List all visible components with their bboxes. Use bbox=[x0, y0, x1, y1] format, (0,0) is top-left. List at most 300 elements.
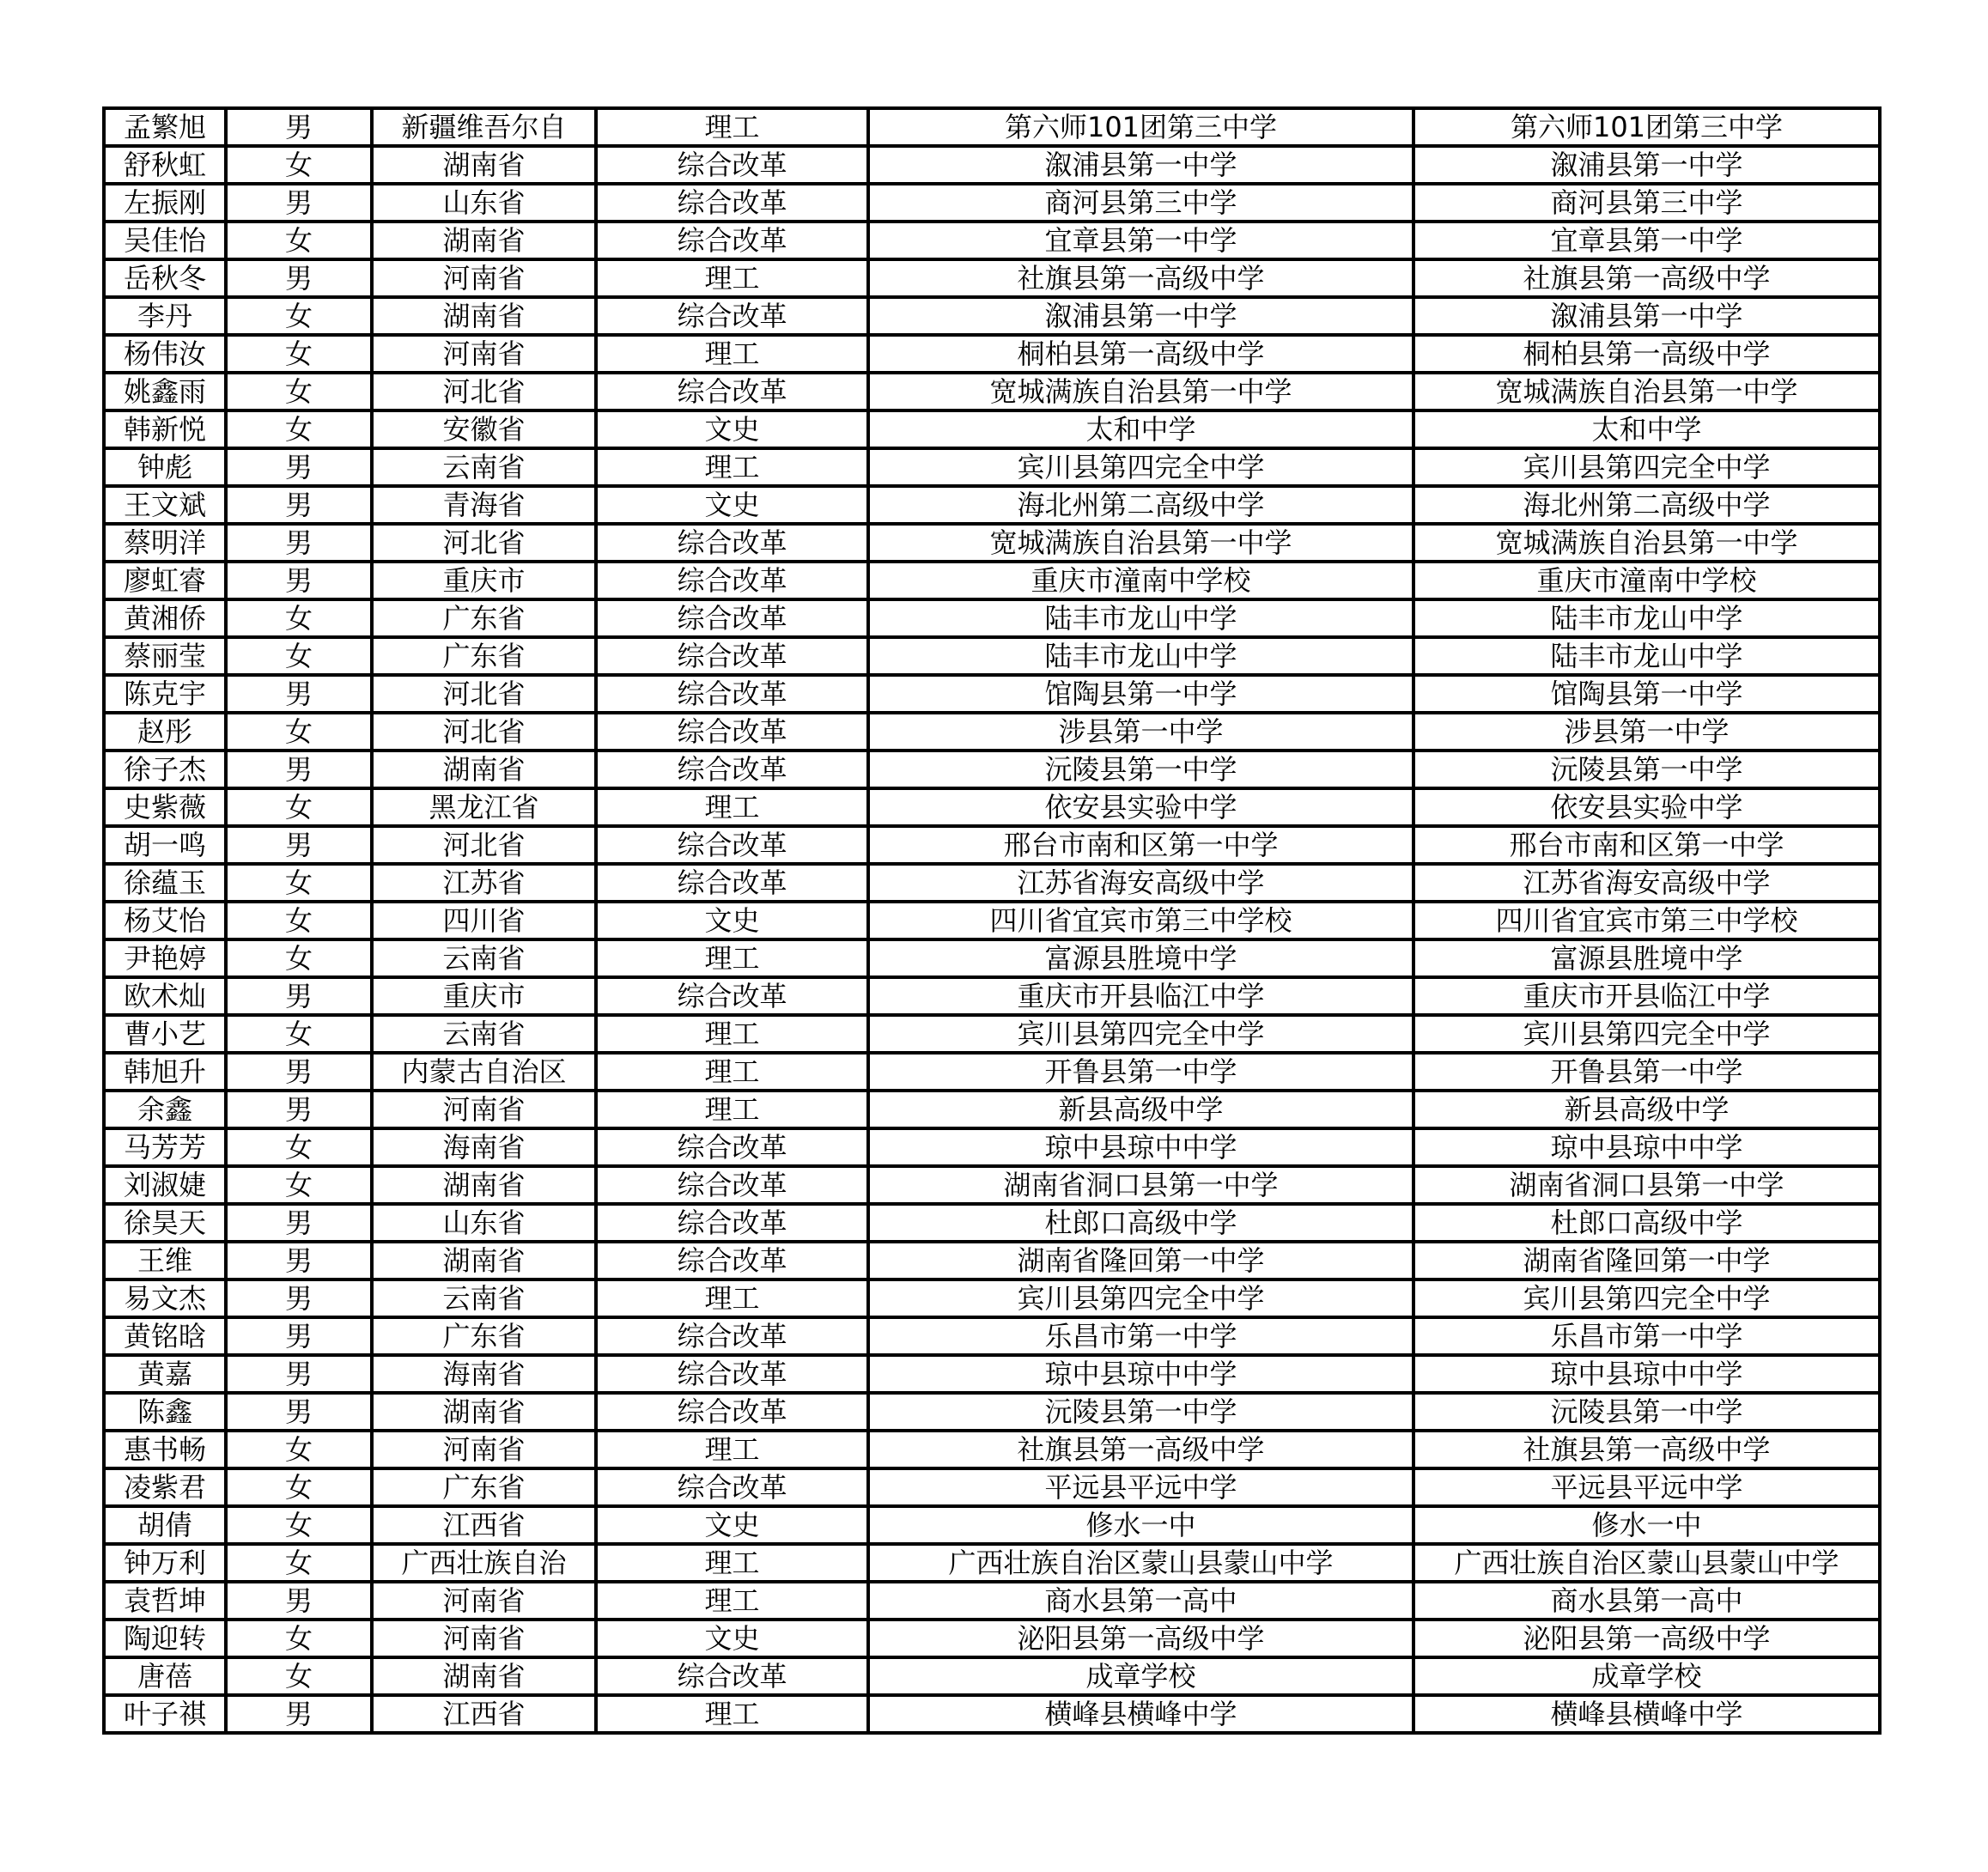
table-row bbox=[104, 864, 1880, 902]
gender-cell: 男 bbox=[226, 1317, 372, 1355]
registered-school-cell: 陆丰市龙山中学 bbox=[1413, 637, 1880, 675]
gender-cell: 女 bbox=[226, 902, 372, 939]
graduated-school-cell: 平远县平远中学 bbox=[868, 1468, 1413, 1506]
province-cell: 湖南省 bbox=[372, 297, 596, 335]
table-row bbox=[104, 1166, 1880, 1204]
student-name-cell: 赵彤 bbox=[104, 713, 226, 751]
subject-category-cell: 综合改革 bbox=[596, 1468, 868, 1506]
student-name-cell: 易文杰 bbox=[104, 1279, 226, 1317]
province-cell: 山东省 bbox=[372, 1204, 596, 1242]
student-name-cell: 黄嘉 bbox=[104, 1355, 226, 1393]
graduated-school-cell: 乐昌市第一中学 bbox=[868, 1317, 1413, 1355]
roster-table bbox=[102, 106, 1882, 1735]
registered-school-cell: 杜郎口高级中学 bbox=[1413, 1204, 1880, 1242]
province-cell: 云南省 bbox=[372, 1015, 596, 1053]
subject-category-cell: 综合改革 bbox=[596, 977, 868, 1015]
gender-cell: 男 bbox=[226, 184, 372, 222]
province-cell: 湖南省 bbox=[372, 1166, 596, 1204]
student-name-cell: 陈鑫 bbox=[104, 1393, 226, 1431]
subject-category-cell: 综合改革 bbox=[596, 222, 868, 259]
province-cell: 河北省 bbox=[372, 524, 596, 562]
table-row bbox=[104, 826, 1880, 864]
graduated-school-cell: 湖南省隆回第一中学 bbox=[868, 1242, 1413, 1279]
table-row bbox=[104, 1468, 1880, 1506]
student-name-cell: 徐昊天 bbox=[104, 1204, 226, 1242]
registered-school-cell: 重庆市开县临江中学 bbox=[1413, 977, 1880, 1015]
registered-school-cell: 泌阳县第一高级中学 bbox=[1413, 1620, 1880, 1657]
gender-cell: 男 bbox=[226, 1695, 372, 1733]
subject-category-cell: 综合改革 bbox=[596, 1317, 868, 1355]
subject-category-cell: 理工 bbox=[596, 259, 868, 297]
graduated-school-cell: 宾川县第四完全中学 bbox=[868, 1015, 1413, 1053]
province-cell: 河南省 bbox=[372, 1582, 596, 1620]
student-name-cell: 王维 bbox=[104, 1242, 226, 1279]
gender-cell: 女 bbox=[226, 637, 372, 675]
subject-category-cell: 文史 bbox=[596, 410, 868, 448]
province-cell: 河北省 bbox=[372, 826, 596, 864]
gender-cell: 女 bbox=[226, 599, 372, 637]
graduated-school-cell: 沅陵县第一中学 bbox=[868, 751, 1413, 788]
student-name-cell: 袁哲坤 bbox=[104, 1582, 226, 1620]
registered-school-cell: 宾川县第四完全中学 bbox=[1413, 1015, 1880, 1053]
registered-school-cell: 宽城满族自治县第一中学 bbox=[1413, 524, 1880, 562]
graduated-school-cell: 横峰县横峰中学 bbox=[868, 1695, 1413, 1733]
student-name-cell: 左振刚 bbox=[104, 184, 226, 222]
graduated-school-cell: 四川省宜宾市第三中学校 bbox=[868, 902, 1413, 939]
subject-category-cell: 综合改革 bbox=[596, 1393, 868, 1431]
table-row bbox=[104, 410, 1880, 448]
student-name-cell: 马芳芳 bbox=[104, 1128, 226, 1166]
gender-cell: 男 bbox=[226, 108, 372, 146]
registered-school-cell: 依安县实验中学 bbox=[1413, 788, 1880, 826]
province-cell: 江苏省 bbox=[372, 864, 596, 902]
gender-cell: 女 bbox=[226, 410, 372, 448]
gender-cell: 女 bbox=[226, 1128, 372, 1166]
registered-school-cell: 湖南省洞口县第一中学 bbox=[1413, 1166, 1880, 1204]
table-row bbox=[104, 1053, 1880, 1091]
registered-school-cell: 湖南省隆回第一中学 bbox=[1413, 1242, 1880, 1279]
subject-category-cell: 综合改革 bbox=[596, 826, 868, 864]
province-cell: 河北省 bbox=[372, 713, 596, 751]
gender-cell: 女 bbox=[226, 373, 372, 410]
table-row bbox=[104, 373, 1880, 410]
graduated-school-cell: 宽城满族自治县第一中学 bbox=[868, 524, 1413, 562]
graduated-school-cell: 富源县胜境中学 bbox=[868, 939, 1413, 977]
registered-school-cell: 溆浦县第一中学 bbox=[1413, 146, 1880, 184]
registered-school-cell: 琼中县琼中中学 bbox=[1413, 1128, 1880, 1166]
graduated-school-cell: 广西壮族自治区蒙山县蒙山中学 bbox=[868, 1544, 1413, 1582]
subject-category-cell: 理工 bbox=[596, 108, 868, 146]
subject-category-cell: 文史 bbox=[596, 486, 868, 524]
graduated-school-cell: 重庆市开县临江中学 bbox=[868, 977, 1413, 1015]
registered-school-cell: 沅陵县第一中学 bbox=[1413, 751, 1880, 788]
graduated-school-cell: 陆丰市龙山中学 bbox=[868, 599, 1413, 637]
student-name-cell: 凌紫君 bbox=[104, 1468, 226, 1506]
province-cell: 云南省 bbox=[372, 1279, 596, 1317]
table-row bbox=[104, 1544, 1880, 1582]
student-name-cell: 钟万利 bbox=[104, 1544, 226, 1582]
gender-cell: 女 bbox=[226, 864, 372, 902]
table-row bbox=[104, 486, 1880, 524]
student-name-cell: 王文斌 bbox=[104, 486, 226, 524]
registered-school-cell: 新县高级中学 bbox=[1413, 1091, 1880, 1128]
subject-category-cell: 理工 bbox=[596, 1279, 868, 1317]
subject-category-cell: 综合改革 bbox=[596, 373, 868, 410]
table-row bbox=[104, 1204, 1880, 1242]
province-cell: 四川省 bbox=[372, 902, 596, 939]
student-name-cell: 叶子祺 bbox=[104, 1695, 226, 1733]
registered-school-cell: 成章学校 bbox=[1413, 1657, 1880, 1695]
subject-category-cell: 理工 bbox=[596, 335, 868, 373]
gender-cell: 男 bbox=[226, 1091, 372, 1128]
registered-school-cell: 商河县第三中学 bbox=[1413, 184, 1880, 222]
table-row bbox=[104, 222, 1880, 259]
graduated-school-cell: 依安县实验中学 bbox=[868, 788, 1413, 826]
subject-category-cell: 综合改革 bbox=[596, 184, 868, 222]
gender-cell: 男 bbox=[226, 1204, 372, 1242]
gender-cell: 女 bbox=[226, 1166, 372, 1204]
province-cell: 河南省 bbox=[372, 1431, 596, 1468]
student-name-cell: 韩旭升 bbox=[104, 1053, 226, 1091]
roster-body bbox=[104, 108, 1880, 1733]
gender-cell: 女 bbox=[226, 1015, 372, 1053]
province-cell: 山东省 bbox=[372, 184, 596, 222]
graduated-school-cell: 重庆市潼南中学校 bbox=[868, 562, 1413, 599]
table-row bbox=[104, 788, 1880, 826]
gender-cell: 男 bbox=[226, 1053, 372, 1091]
subject-category-cell: 理工 bbox=[596, 939, 868, 977]
gender-cell: 男 bbox=[226, 1355, 372, 1393]
subject-category-cell: 综合改革 bbox=[596, 1242, 868, 1279]
subject-category-cell: 综合改革 bbox=[596, 562, 868, 599]
subject-category-cell: 综合改革 bbox=[596, 751, 868, 788]
province-cell: 广东省 bbox=[372, 1468, 596, 1506]
registered-school-cell: 宽城满族自治县第一中学 bbox=[1413, 373, 1880, 410]
table-row bbox=[104, 675, 1880, 713]
graduated-school-cell: 琼中县琼中中学 bbox=[868, 1355, 1413, 1393]
graduated-school-cell: 溆浦县第一中学 bbox=[868, 146, 1413, 184]
graduated-school-cell: 成章学校 bbox=[868, 1657, 1413, 1695]
registered-school-cell: 涉县第一中学 bbox=[1413, 713, 1880, 751]
registered-school-cell: 富源县胜境中学 bbox=[1413, 939, 1880, 977]
gender-cell: 男 bbox=[226, 524, 372, 562]
subject-category-cell: 综合改革 bbox=[596, 1657, 868, 1695]
gender-cell: 男 bbox=[226, 675, 372, 713]
subject-category-cell: 理工 bbox=[596, 1544, 868, 1582]
student-name-cell: 欧术灿 bbox=[104, 977, 226, 1015]
graduated-school-cell: 社旗县第一高级中学 bbox=[868, 259, 1413, 297]
subject-category-cell: 文史 bbox=[596, 1620, 868, 1657]
subject-category-cell: 理工 bbox=[596, 448, 868, 486]
student-name-cell: 钟彪 bbox=[104, 448, 226, 486]
gender-cell: 男 bbox=[226, 448, 372, 486]
subject-category-cell: 理工 bbox=[596, 788, 868, 826]
subject-category-cell: 综合改革 bbox=[596, 675, 868, 713]
student-name-cell: 吴佳怡 bbox=[104, 222, 226, 259]
student-name-cell: 蔡丽莹 bbox=[104, 637, 226, 675]
registered-school-cell: 邢台市南和区第一中学 bbox=[1413, 826, 1880, 864]
registered-school-cell: 琼中县琼中中学 bbox=[1413, 1355, 1880, 1393]
province-cell: 湖南省 bbox=[372, 751, 596, 788]
student-name-cell: 李丹 bbox=[104, 297, 226, 335]
province-cell: 广西壮族自治 bbox=[372, 1544, 596, 1582]
graduated-school-cell: 宜章县第一中学 bbox=[868, 222, 1413, 259]
province-cell: 海南省 bbox=[372, 1128, 596, 1166]
table-row bbox=[104, 1506, 1880, 1544]
subject-category-cell: 理工 bbox=[596, 1431, 868, 1468]
province-cell: 湖南省 bbox=[372, 222, 596, 259]
registered-school-cell: 宾川县第四完全中学 bbox=[1413, 448, 1880, 486]
table-row bbox=[104, 902, 1880, 939]
subject-category-cell: 综合改革 bbox=[596, 1128, 868, 1166]
student-name-cell: 蔡明洋 bbox=[104, 524, 226, 562]
table-row bbox=[104, 713, 1880, 751]
subject-category-cell: 综合改革 bbox=[596, 297, 868, 335]
subject-category-cell: 综合改革 bbox=[596, 1204, 868, 1242]
table-row bbox=[104, 1128, 1880, 1166]
graduated-school-cell: 太和中学 bbox=[868, 410, 1413, 448]
province-cell: 湖南省 bbox=[372, 1242, 596, 1279]
province-cell: 云南省 bbox=[372, 448, 596, 486]
graduated-school-cell: 馆陶县第一中学 bbox=[868, 675, 1413, 713]
table-row bbox=[104, 977, 1880, 1015]
table-row bbox=[104, 1355, 1880, 1393]
province-cell: 湖南省 bbox=[372, 1657, 596, 1695]
table-row bbox=[104, 448, 1880, 486]
registered-school-cell: 宜章县第一中学 bbox=[1413, 222, 1880, 259]
graduated-school-cell: 商河县第三中学 bbox=[868, 184, 1413, 222]
table-row bbox=[104, 1091, 1880, 1128]
registered-school-cell: 平远县平远中学 bbox=[1413, 1468, 1880, 1506]
province-cell: 重庆市 bbox=[372, 977, 596, 1015]
registered-school-cell: 开鲁县第一中学 bbox=[1413, 1053, 1880, 1091]
registered-school-cell: 太和中学 bbox=[1413, 410, 1880, 448]
table-row bbox=[104, 1015, 1880, 1053]
gender-cell: 女 bbox=[226, 1468, 372, 1506]
registered-school-cell: 社旗县第一高级中学 bbox=[1413, 1431, 1880, 1468]
student-name-cell: 岳秋冬 bbox=[104, 259, 226, 297]
student-name-cell: 韩新悦 bbox=[104, 410, 226, 448]
gender-cell: 女 bbox=[226, 939, 372, 977]
table-row bbox=[104, 751, 1880, 788]
registered-school-cell: 沅陵县第一中学 bbox=[1413, 1393, 1880, 1431]
student-name-cell: 陈克宇 bbox=[104, 675, 226, 713]
table-row bbox=[104, 562, 1880, 599]
province-cell: 内蒙古自治区 bbox=[372, 1053, 596, 1091]
province-cell: 河南省 bbox=[372, 335, 596, 373]
province-cell: 河南省 bbox=[372, 1091, 596, 1128]
registered-school-cell: 溆浦县第一中学 bbox=[1413, 297, 1880, 335]
gender-cell: 男 bbox=[226, 486, 372, 524]
registered-school-cell: 重庆市潼南中学校 bbox=[1413, 562, 1880, 599]
registered-school-cell: 乐昌市第一中学 bbox=[1413, 1317, 1880, 1355]
student-name-cell: 史紫薇 bbox=[104, 788, 226, 826]
gender-cell: 女 bbox=[226, 1657, 372, 1695]
province-cell: 河南省 bbox=[372, 1620, 596, 1657]
table-row bbox=[104, 1657, 1880, 1695]
student-name-cell: 黄湘侨 bbox=[104, 599, 226, 637]
gender-cell: 男 bbox=[226, 977, 372, 1015]
graduated-school-cell: 杜郎口高级中学 bbox=[868, 1204, 1413, 1242]
gender-cell: 男 bbox=[226, 1393, 372, 1431]
student-name-cell: 杨伟汝 bbox=[104, 335, 226, 373]
subject-category-cell: 综合改革 bbox=[596, 1166, 868, 1204]
graduated-school-cell: 社旗县第一高级中学 bbox=[868, 1431, 1413, 1468]
registered-school-cell: 四川省宜宾市第三中学校 bbox=[1413, 902, 1880, 939]
registered-school-cell: 宾川县第四完全中学 bbox=[1413, 1279, 1880, 1317]
subject-category-cell: 理工 bbox=[596, 1582, 868, 1620]
province-cell: 河南省 bbox=[372, 259, 596, 297]
registered-school-cell: 桐柏县第一高级中学 bbox=[1413, 335, 1880, 373]
graduated-school-cell: 泌阳县第一高级中学 bbox=[868, 1620, 1413, 1657]
province-cell: 广东省 bbox=[372, 1317, 596, 1355]
graduated-school-cell: 宾川县第四完全中学 bbox=[868, 448, 1413, 486]
student-name-cell: 曹小艺 bbox=[104, 1015, 226, 1053]
table-row bbox=[104, 637, 1880, 675]
table-row bbox=[104, 1393, 1880, 1431]
subject-category-cell: 综合改革 bbox=[596, 637, 868, 675]
student-name-cell: 余鑫 bbox=[104, 1091, 226, 1128]
student-name-cell: 舒秋虹 bbox=[104, 146, 226, 184]
graduated-school-cell: 宽城满族自治县第一中学 bbox=[868, 373, 1413, 410]
province-cell: 湖南省 bbox=[372, 1393, 596, 1431]
province-cell: 江西省 bbox=[372, 1695, 596, 1733]
subject-category-cell: 综合改革 bbox=[596, 524, 868, 562]
gender-cell: 女 bbox=[226, 1431, 372, 1468]
registered-school-cell: 修水一中 bbox=[1413, 1506, 1880, 1544]
gender-cell: 女 bbox=[226, 222, 372, 259]
graduated-school-cell: 商水县第一高中 bbox=[868, 1582, 1413, 1620]
table-row bbox=[104, 297, 1880, 335]
table-row bbox=[104, 1242, 1880, 1279]
province-cell: 湖南省 bbox=[372, 146, 596, 184]
graduated-school-cell: 第六师101团第三中学 bbox=[868, 108, 1413, 146]
gender-cell: 男 bbox=[226, 562, 372, 599]
student-name-cell: 姚鑫雨 bbox=[104, 373, 226, 410]
graduated-school-cell: 溆浦县第一中学 bbox=[868, 297, 1413, 335]
province-cell: 重庆市 bbox=[372, 562, 596, 599]
registered-school-cell: 海北州第二高级中学 bbox=[1413, 486, 1880, 524]
province-cell: 黑龙江省 bbox=[372, 788, 596, 826]
student-name-cell: 刘淑婕 bbox=[104, 1166, 226, 1204]
table-row bbox=[104, 1620, 1880, 1657]
table-row bbox=[104, 1582, 1880, 1620]
table-row bbox=[104, 1695, 1880, 1733]
table-row bbox=[104, 184, 1880, 222]
student-name-cell: 廖虹睿 bbox=[104, 562, 226, 599]
table-row bbox=[104, 335, 1880, 373]
student-name-cell: 黄铭晗 bbox=[104, 1317, 226, 1355]
subject-category-cell: 综合改革 bbox=[596, 599, 868, 637]
province-cell: 青海省 bbox=[372, 486, 596, 524]
graduated-school-cell: 陆丰市龙山中学 bbox=[868, 637, 1413, 675]
province-cell: 广东省 bbox=[372, 599, 596, 637]
table-row bbox=[104, 146, 1880, 184]
gender-cell: 女 bbox=[226, 146, 372, 184]
graduated-school-cell: 修水一中 bbox=[868, 1506, 1413, 1544]
subject-category-cell: 文史 bbox=[596, 1506, 868, 1544]
province-cell: 河北省 bbox=[372, 373, 596, 410]
registered-school-cell: 江苏省海安高级中学 bbox=[1413, 864, 1880, 902]
subject-category-cell: 综合改革 bbox=[596, 713, 868, 751]
graduated-school-cell: 宾川县第四完全中学 bbox=[868, 1279, 1413, 1317]
student-name-cell: 尹艳婷 bbox=[104, 939, 226, 977]
gender-cell: 男 bbox=[226, 259, 372, 297]
graduated-school-cell: 邢台市南和区第一中学 bbox=[868, 826, 1413, 864]
gender-cell: 女 bbox=[226, 1544, 372, 1582]
gender-cell: 男 bbox=[226, 1242, 372, 1279]
province-cell: 新疆维吾尔自 bbox=[372, 108, 596, 146]
registered-school-cell: 广西壮族自治区蒙山县蒙山中学 bbox=[1413, 1544, 1880, 1582]
province-cell: 安徽省 bbox=[372, 410, 596, 448]
registered-school-cell: 馆陶县第一中学 bbox=[1413, 675, 1880, 713]
gender-cell: 男 bbox=[226, 1279, 372, 1317]
student-name-cell: 徐蕴玉 bbox=[104, 864, 226, 902]
subject-category-cell: 综合改革 bbox=[596, 146, 868, 184]
gender-cell: 男 bbox=[226, 1582, 372, 1620]
table-row bbox=[104, 1431, 1880, 1468]
gender-cell: 男 bbox=[226, 826, 372, 864]
province-cell: 江西省 bbox=[372, 1506, 596, 1544]
gender-cell: 女 bbox=[226, 335, 372, 373]
registered-school-cell: 第六师101团第三中学 bbox=[1413, 108, 1880, 146]
graduated-school-cell: 涉县第一中学 bbox=[868, 713, 1413, 751]
registered-school-cell: 商水县第一高中 bbox=[1413, 1582, 1880, 1620]
graduated-school-cell: 海北州第二高级中学 bbox=[868, 486, 1413, 524]
gender-cell: 女 bbox=[226, 713, 372, 751]
student-name-cell: 唐蓓 bbox=[104, 1657, 226, 1695]
table-row bbox=[104, 524, 1880, 562]
province-cell: 河北省 bbox=[372, 675, 596, 713]
gender-cell: 女 bbox=[226, 297, 372, 335]
student-name-cell: 惠书畅 bbox=[104, 1431, 226, 1468]
graduated-school-cell: 沅陵县第一中学 bbox=[868, 1393, 1413, 1431]
table-row bbox=[104, 259, 1880, 297]
gender-cell: 女 bbox=[226, 1620, 372, 1657]
graduated-school-cell: 江苏省海安高级中学 bbox=[868, 864, 1413, 902]
graduated-school-cell: 新县高级中学 bbox=[868, 1091, 1413, 1128]
registered-school-cell: 陆丰市龙山中学 bbox=[1413, 599, 1880, 637]
student-name-cell: 徐子杰 bbox=[104, 751, 226, 788]
gender-cell: 男 bbox=[226, 751, 372, 788]
gender-cell: 女 bbox=[226, 788, 372, 826]
student-name-cell: 陶迎转 bbox=[104, 1620, 226, 1657]
subject-category-cell: 综合改革 bbox=[596, 864, 868, 902]
table-row bbox=[104, 939, 1880, 977]
subject-category-cell: 综合改革 bbox=[596, 1355, 868, 1393]
province-cell: 广东省 bbox=[372, 637, 596, 675]
graduated-school-cell: 琼中县琼中中学 bbox=[868, 1128, 1413, 1166]
graduated-school-cell: 桐柏县第一高级中学 bbox=[868, 335, 1413, 373]
subject-category-cell: 文史 bbox=[596, 902, 868, 939]
table-row bbox=[104, 599, 1880, 637]
registered-school-cell: 横峰县横峰中学 bbox=[1413, 1695, 1880, 1733]
student-name-cell: 孟繁旭 bbox=[104, 108, 226, 146]
table-row bbox=[104, 108, 1880, 146]
registered-school-cell: 社旗县第一高级中学 bbox=[1413, 259, 1880, 297]
province-cell: 云南省 bbox=[372, 939, 596, 977]
student-name-cell: 胡倩 bbox=[104, 1506, 226, 1544]
graduated-school-cell: 湖南省洞口县第一中学 bbox=[868, 1166, 1413, 1204]
table-row bbox=[104, 1317, 1880, 1355]
subject-category-cell: 理工 bbox=[596, 1695, 868, 1733]
student-name-cell: 杨艾怡 bbox=[104, 902, 226, 939]
subject-category-cell: 理工 bbox=[596, 1053, 868, 1091]
province-cell: 海南省 bbox=[372, 1355, 596, 1393]
student-name-cell: 胡一鸣 bbox=[104, 826, 226, 864]
subject-category-cell: 理工 bbox=[596, 1015, 868, 1053]
table-row bbox=[104, 1279, 1880, 1317]
